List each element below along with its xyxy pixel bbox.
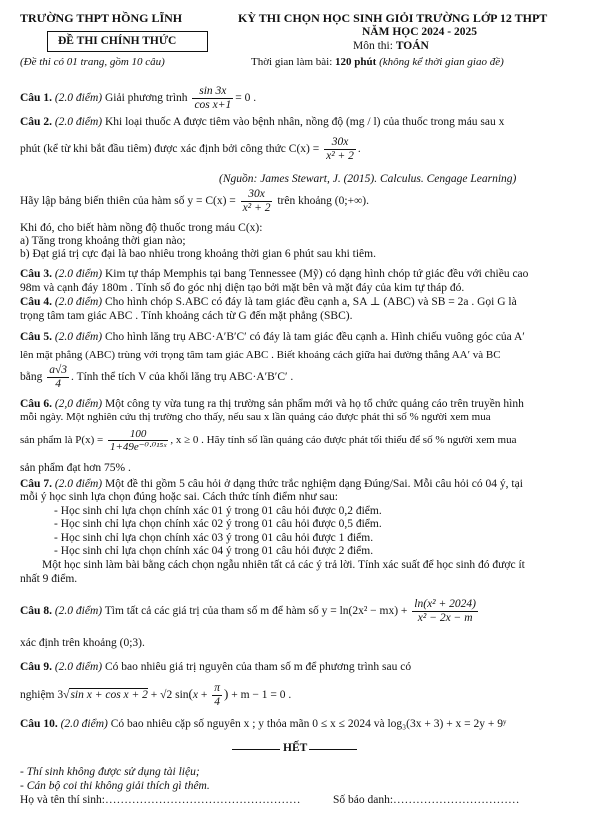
subject-line: Môn thi: TOÁN	[353, 40, 429, 52]
question-7-line-4: nhất 9 điểm.	[20, 573, 78, 585]
question-4-line-1: Câu 4. (2.0 điểm) Cho hình chóp S.ABC có đáy là tam giác đều cạnh a, SA ⊥ (ABC) và SB = 2a . Gọi G là	[20, 296, 517, 308]
question-2-line-3: Hãy lập bảng biến thiên của hàm số y = C(x) = $\frac{30x}{\text{x² + 2}}$ trên khoảng (0;+∞).	[20, 188, 369, 214]
question-2-b: b) Đạt giá trị cực đại là bao nhiêu trong khoảng thời gian 6 phút sau khi tiêm.	[20, 248, 376, 260]
question-8-line-2: xác định trên khoảng (0;3).	[20, 637, 145, 649]
exam-title: KỲ THI CHỌN HỌC SINH GIỎI TRƯỜNG LỚP 12 THPT	[238, 11, 548, 25]
question-6-line-2: mỗi ngày. Một nghiên cứu thị trường cho thấy, nếu sau x lần quảng cáo được phát thì số % người xem mua	[20, 411, 491, 423]
question-5-line-2: lên mặt phẳng (ABC) trùng với trọng tâm tam giác ABC . Biết khoảng cách giữa hai đường thẳng AA′ và BC	[20, 349, 501, 361]
candidate-id: Số báo danh:……………………………	[333, 794, 520, 806]
question-9-line-1: Câu 9. (2.0 điểm) Có bao nhiêu giá trị nguyên của tham số m để phương trình sau có	[20, 661, 412, 673]
question-5-line-3: bằng $\frac{a√3}{4}$ . Tính thể tích V của khối lăng trụ ABC·A′B′C′ .	[20, 364, 294, 390]
question-2-line-1: Câu 2. (2.0 điểm) Khi loại thuốc A được tiêm vào bệnh nhân, nồng độ (mg / l) của thuốc trong máu sau x	[20, 116, 505, 128]
question-3-line-2: 98m và cạnh đáy 180m . Tính số đo góc nhị diện tạo bởi mặt bên và mặt đáy của kim tự tháp đó.	[20, 282, 465, 294]
question-7-line-3: Một học sinh làm bài bằng cách chọn ngẫu nhiên tất cả các ý trả lời. Tính xác suất để học sinh đó được ít	[42, 559, 525, 571]
pages-note: (Đề thi có 01 trang, gồm 10 câu)	[20, 56, 165, 68]
question-5-line-1: Câu 5. (2.0 điểm) Cho hình lăng trụ ABC·A′B′C′ có đáy là tam giác đều cạnh a. Hình chiếu vuông góc của A′	[20, 331, 525, 343]
question-4-line-2: trọng tâm tam giác ABC . Tính khoảng cách từ G đến mặt phẳng (SBC).	[20, 310, 353, 322]
question-7-item-3: - Học sinh chỉ lựa chọn chính xác 03 ý trong 01 câu hỏi được 1 điểm.	[54, 532, 374, 544]
question-6-line-3: sản phẩm là P(x) = $\frac{100}{\text{1+49e⁻⁰·⁰¹⁵ˣ}}$ , x ≥ 0 . Hãy tính số lần quảng cáo được phát tối thiểu để số % người xem mua	[20, 428, 517, 454]
candidate-name: Họ và tên thí sinh:……………………………………………	[20, 794, 301, 806]
question-2-line-4: Khi đó, cho biết hàm nồng độ thuốc trong máu C(x):	[20, 222, 263, 234]
question-7-item-2: - Học sinh chỉ lựa chọn chính xác 02 ý trong 01 câu hỏi được 0,5 điểm.	[54, 518, 382, 530]
footer-note-2: - Cán bộ coi thi không giải thích gì thêm.	[20, 780, 210, 792]
question-2-a: a) Tăng trong khoảng thời gian nào;	[20, 235, 186, 247]
question-7-line-1: Câu 7. (2.0 điểm) Một đề thi gồm 5 câu hỏi ở dạng thức trắc nghiệm dạng Đúng/Sai. Mỗi câu hỏi có 04 ý, tại	[20, 478, 523, 490]
question-7-item-4: - Học sinh chỉ lựa chọn chính xác 04 ý trong 01 câu hỏi được 2 điểm.	[54, 545, 374, 557]
question-6-line-1: Câu 6. (2,0 điểm) Một công ty vừa tung ra thị trường sản phẩm mới và họ tổ chức quảng cáo trên truyền hình	[20, 398, 524, 410]
question-1: Câu 1. (2.0 điểm) Giải phương trình $\frac{\sin 3x}{\text{cos x+1}}$ = 0 .	[20, 85, 257, 111]
time-line: Thời gian làm bài: 120 phút (không kể thời gian giao đề)	[251, 56, 504, 68]
question-8-line-1: Câu 8. (2.0 điểm) Tìm tất cả các giá trị của tham số m để hàm số y = ln(2x² − mx) + $\frac{\text{ln(x² + 2024)}}{\text{x² − 2x − m}}$	[20, 598, 476, 624]
school-name: TRƯỜNG THPT HỒNG LĨNH	[20, 11, 183, 25]
end-rule-left	[232, 749, 280, 750]
question-7-item-1: - Học sinh chỉ lựa chọn chính xác 01 ý trong 01 câu hỏi được 0,2 điểm.	[54, 505, 382, 517]
question-9-line-2: nghiệm 3√sin x + cos x + 2 + √2 sin(x + $\frac{\pi}{4}$ ) + m − 1 = 0 .	[20, 682, 292, 708]
question-2-source: (Nguồn: James Stewart, J. (2015). Calculus. Cengage Learning)	[219, 173, 517, 185]
question-7-line-2: mỗi ý học sinh lựa chọn đúng hoặc sai. Cách thức tính điểm như sau:	[20, 491, 338, 503]
question-10: Câu 10. (2.0 điểm) Có bao nhiêu cặp số nguyên x ; y thỏa mãn 0 ≤ x ≤ 2024 và log₃(3x + 3) + x = 2y + 9ʸ	[20, 718, 507, 730]
question-2-line-2: phút (kể từ khi bắt đầu tiêm) được xác định bởi công thức C(x) = $\frac{30x}{\text{x² + 2}}$ .	[20, 136, 361, 162]
official-label: ĐỀ THI CHÍNH THỨC	[58, 35, 177, 47]
footer-note-1: - Thí sinh không được sử dụng tài liệu;	[20, 766, 200, 778]
end-rule-right	[309, 749, 357, 750]
question-6-line-4: sản phẩm đạt hơn 75% .	[20, 462, 131, 474]
end-mark: HẾT	[283, 742, 308, 754]
question-3-line-1: Câu 3. (2.0 điểm) Kim tự tháp Memphis tại bang Tennessee (Mỹ) có dạng hình chóp tứ giác đều với chiều cao	[20, 268, 529, 280]
school-year: NĂM HỌC 2024 - 2025	[362, 26, 477, 38]
